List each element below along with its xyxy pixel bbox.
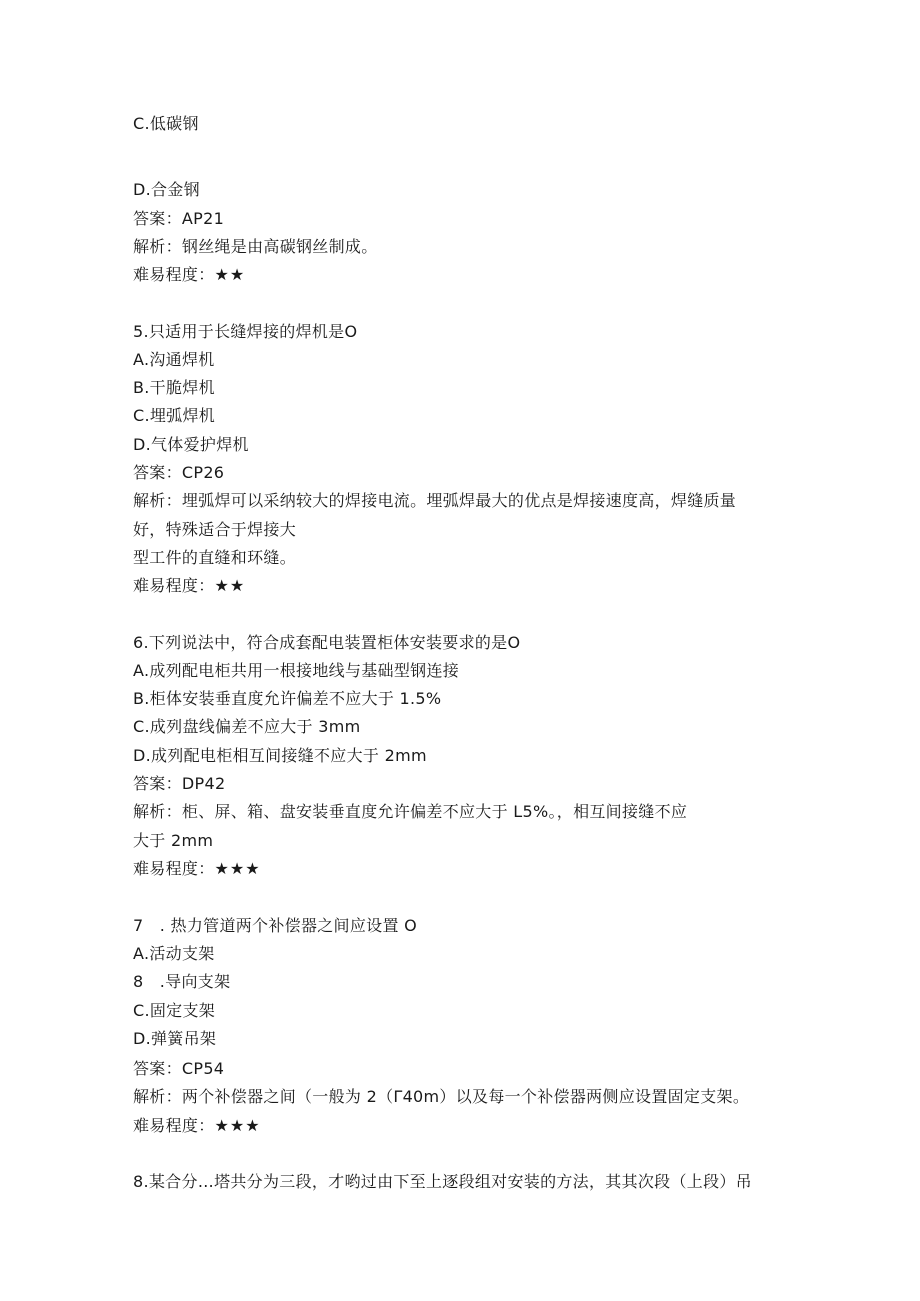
q5-explanation-line2: 好，特殊适合于焊接大 bbox=[133, 520, 297, 539]
q7-difficulty bbox=[133, 1116, 261, 1136]
q5-explanation-line1: 解析：埋弧焊可以采纳较大的焊接电流。埋弧焊最大的优点是焊接速度高，焊缝质量 bbox=[133, 491, 737, 510]
q7-option-a: A.活动支架 bbox=[133, 944, 215, 963]
q7-option-d: D.弹簧吊架 bbox=[133, 1029, 217, 1048]
difficulty-stars: ★★ bbox=[214, 576, 246, 595]
difficulty-label: 难易程度： bbox=[133, 265, 215, 284]
q7-answer: 答案：CP54 bbox=[133, 1059, 225, 1078]
q5-option-c: C.埋弧焊机 bbox=[133, 406, 216, 425]
q6-explanation-line1: 解析：柜、屏、箱、盘安装垂直度允许偏差不应大于 L5%。，相互间接缝不应 bbox=[133, 802, 688, 821]
q4-option-d: D.合金钢 bbox=[133, 180, 200, 199]
q6-option-a: A.成列配电柜共用一根接地线与基础型钢连接 bbox=[133, 661, 460, 680]
q5-difficulty bbox=[133, 576, 245, 596]
q5-question: 5.只适用于长缝焊接的焊机是O bbox=[133, 322, 358, 341]
q7-explanation: 解析：两个补偿器之间（一般为 2（Γ40m）以及每一个补偿器两侧应设置固定支架。 bbox=[133, 1087, 750, 1106]
q6-question: 6.下列说法中，符合成套配电装置柜体安装要求的是O bbox=[133, 633, 521, 652]
q7-question: 7 . 热力管道两个补偿器之间应设置 O bbox=[133, 916, 418, 935]
difficulty-label: 难易程度： bbox=[133, 859, 215, 878]
q6-answer: 答案：DP42 bbox=[133, 774, 226, 793]
q8-question: 8.某合分…塔共分为三段，才哟过由下至上逐段组对安装的方法，其其次段（上段）吊 bbox=[133, 1172, 752, 1191]
q6-difficulty bbox=[133, 859, 261, 879]
q5-answer: 答案：CP26 bbox=[133, 463, 225, 482]
q4-answer: 答案：AP21 bbox=[133, 209, 225, 228]
q6-explanation-line2: 大于 2mm bbox=[133, 831, 214, 850]
q4-explanation: 解析：钢丝绳是由高碳钢丝制成。 bbox=[133, 237, 378, 256]
q6-option-b: B.柜体安装垂直度允许偏差不应大于 1.5% bbox=[133, 689, 442, 708]
difficulty-label: 难易程度： bbox=[133, 1116, 215, 1135]
q5-explanation-line3: 型工件的直缝和环缝。 bbox=[133, 548, 297, 567]
q4-option-c: C.低碳钢 bbox=[133, 114, 199, 133]
q4-difficulty bbox=[133, 265, 245, 285]
difficulty-stars: ★★★ bbox=[214, 859, 261, 878]
difficulty-label: 难易程度： bbox=[133, 576, 215, 595]
difficulty-stars: ★★★ bbox=[214, 1116, 261, 1135]
q5-option-d: D.气体爱护焊机 bbox=[133, 435, 249, 454]
q6-option-c: C.成列盘线偏差不应大于 3mm bbox=[133, 717, 361, 736]
q5-option-a: A.沟通焊机 bbox=[133, 350, 215, 369]
q7-option-b: 8 .导向支架 bbox=[133, 972, 231, 991]
q7-option-c: C.固定支架 bbox=[133, 1001, 216, 1020]
difficulty-stars: ★★ bbox=[214, 265, 246, 284]
q6-option-d: D.成列配电柜相互间接缝不应大于 2mm bbox=[133, 746, 427, 765]
q5-option-b: B.干脆焊机 bbox=[133, 378, 215, 397]
